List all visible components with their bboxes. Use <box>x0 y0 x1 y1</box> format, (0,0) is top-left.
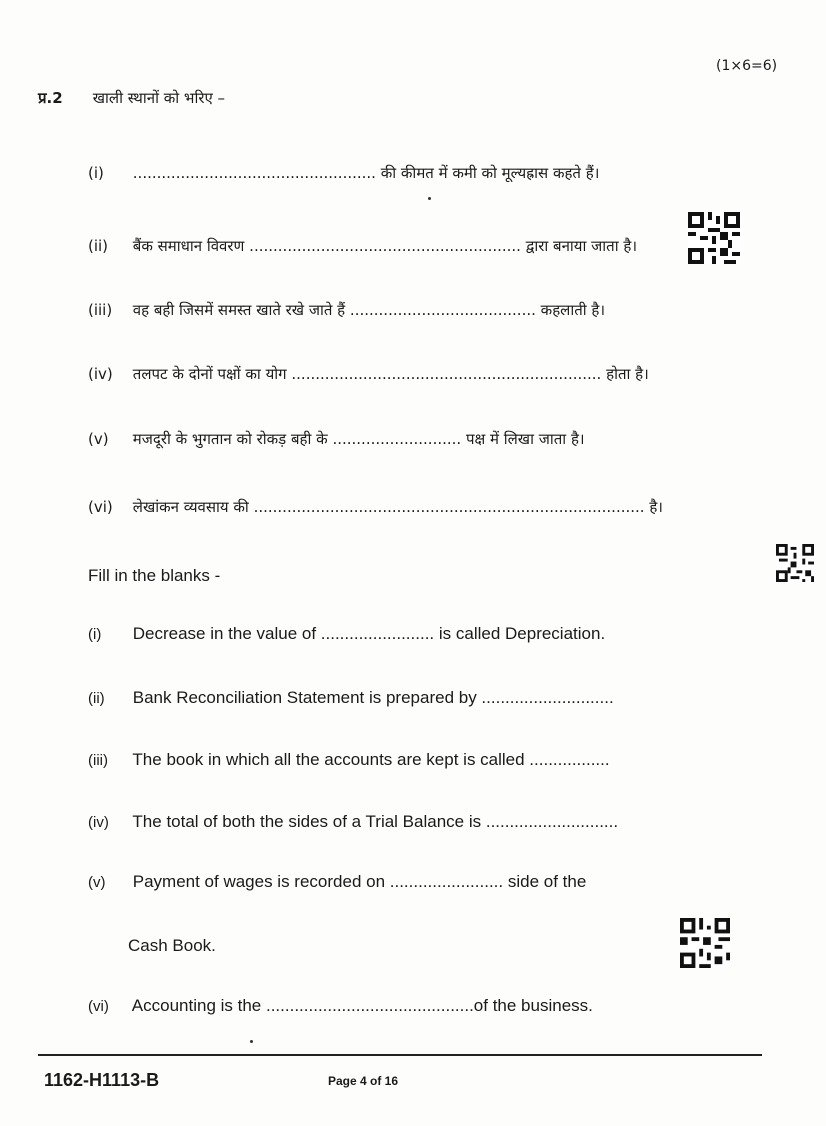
blank-dots: .................................................................................. <box>253 498 645 516</box>
item-text: Cash Book. <box>128 936 216 955</box>
item-text-after: है। <box>649 498 663 516</box>
item-text: The book in which all the accounts are kept is called ................. <box>132 750 610 769</box>
item-number: (vi) <box>88 498 113 516</box>
scan-speck <box>250 1040 253 1043</box>
item-number: (i) <box>88 164 104 182</box>
blank-dots: ....................................... <box>349 301 536 319</box>
hindi-item-2 <box>88 236 637 256</box>
hindi-item-3 <box>88 300 605 320</box>
english-item-4 <box>88 812 618 832</box>
page-number: Page 4 of 16 <box>328 1074 399 1088</box>
item-number: (ii) <box>88 690 105 707</box>
qr-code-icon <box>776 544 814 582</box>
item-number: (v) <box>88 430 109 448</box>
item-number: (v) <box>88 874 106 891</box>
question-heading <box>38 88 225 108</box>
qr-code-icon <box>688 212 740 264</box>
blank-dots: ................................................................. <box>291 365 602 383</box>
item-number: (ii) <box>88 237 109 255</box>
item-number: (iv) <box>88 365 113 383</box>
item-number: (iii) <box>88 752 108 769</box>
item-text-before: तलपट के दोनों पक्षों का योग <box>132 365 287 383</box>
blank-dots: ........................... <box>332 430 462 448</box>
item-text-before: बैंक समाधान विवरण <box>132 237 245 255</box>
blank-dots: ................................................... <box>132 164 376 182</box>
item-text-after: होता है। <box>606 365 649 383</box>
paper-code: 1162-H1113-B <box>44 1070 160 1090</box>
english-item-6 <box>88 996 593 1016</box>
hindi-item-5 <box>88 429 585 449</box>
english-item-5-continued <box>128 936 216 956</box>
question-instruction-hindi: खाली स्थानों को भरिए – <box>92 89 226 107</box>
qr-code-icon <box>680 918 730 968</box>
question-number: प्र.2 <box>38 89 63 107</box>
item-text-after: पक्ष में लिखा जाता है। <box>465 430 585 448</box>
item-number: (vi) <box>88 998 109 1015</box>
item-text-before: वह बही जिसमें समस्त खाते रखे जाते हैं <box>132 301 346 319</box>
item-text: The total of both the sides of a Trial Balance is ............................ <box>132 812 619 831</box>
english-item-1 <box>88 624 605 644</box>
english-item-5 <box>88 872 586 892</box>
hindi-item-4 <box>88 364 649 384</box>
item-text-after: कहलाती है। <box>540 301 606 319</box>
hindi-item-6 <box>88 497 663 517</box>
item-text: Bank Reconciliation Statement is prepared by ............................ <box>132 688 614 707</box>
item-number: (iv) <box>88 814 109 831</box>
footer-rule <box>38 1054 762 1056</box>
item-text-before: लेखांकन व्यवसाय की <box>132 498 249 516</box>
marks-label: (1×6=6) <box>716 58 778 74</box>
item-text-after: की कीमत में कमी को मूल्यह्रास कहते हैं। <box>380 164 600 182</box>
english-item-3 <box>88 750 610 770</box>
scan-speck <box>428 197 431 200</box>
item-text: Accounting is the ............................................of the business. <box>131 996 593 1015</box>
item-number: (iii) <box>88 301 113 319</box>
item-text: Decrease in the value of ........................ is called Depreciation. <box>132 624 606 643</box>
item-number: (i) <box>88 626 102 643</box>
item-text: Payment of wages is recorded on ........................ side of the <box>132 872 587 891</box>
blank-dots: ......................................................... <box>249 237 521 255</box>
item-text-before: मजदूरी के भुगतान को रोकड़ बही के <box>132 430 328 448</box>
hindi-item-1 <box>88 163 599 183</box>
english-item-2 <box>88 688 614 708</box>
item-text-after: द्वारा बनाया जाता है। <box>525 237 638 255</box>
english-instruction: Fill in the blanks - <box>88 566 221 585</box>
